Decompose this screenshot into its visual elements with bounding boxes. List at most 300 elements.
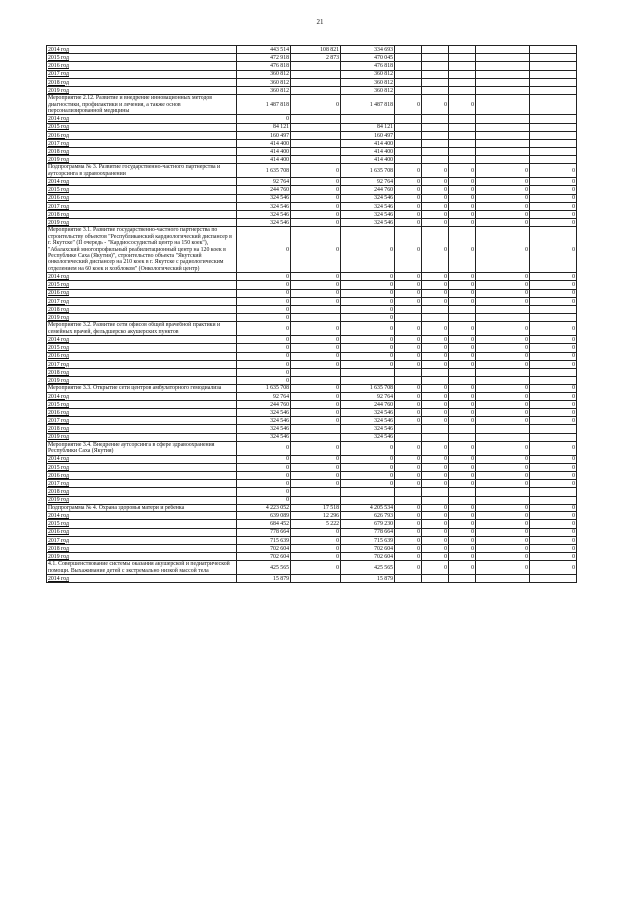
value-cell <box>291 306 341 314</box>
value-cell: 0 <box>395 480 422 488</box>
value-cell <box>422 306 449 314</box>
value-cell: 0 <box>395 297 422 305</box>
value-cell <box>530 115 577 123</box>
value-cell: 0 <box>530 289 577 297</box>
value-cell <box>422 377 449 385</box>
value-cell: 0 <box>476 409 530 417</box>
row-label: 2019 год <box>47 377 237 385</box>
value-cell: 0 <box>422 95 449 115</box>
value-cell: 0 <box>530 536 577 544</box>
value-cell <box>291 148 341 156</box>
row-label: 2014 год <box>47 115 237 123</box>
value-cell <box>422 70 449 78</box>
row-label: 2015 год <box>47 520 237 528</box>
value-cell: 0 <box>291 164 341 178</box>
value-cell: 0 <box>291 227 341 273</box>
value-cell: 0 <box>449 227 476 273</box>
value-cell: 0 <box>422 528 449 536</box>
value-cell: 84 121 <box>341 123 395 131</box>
value-cell: 0 <box>395 281 422 289</box>
value-cell: 360 812 <box>237 86 291 94</box>
year-row <box>47 512 577 520</box>
row-label: Подпрограмма № 3. Развитие государственно-частного партнерства и аутсорсинга в здравоохранении <box>47 164 237 178</box>
year-row <box>47 360 577 368</box>
year-row <box>47 54 577 62</box>
year-row <box>47 352 577 360</box>
value-cell: 324 546 <box>341 425 395 433</box>
value-cell: 244 760 <box>341 400 395 408</box>
value-cell: 0 <box>530 561 577 575</box>
value-cell: 0 <box>422 512 449 520</box>
value-cell: 324 546 <box>237 417 291 425</box>
value-cell: 5 222 <box>291 520 341 528</box>
value-cell <box>449 148 476 156</box>
row-label: 2015 год <box>47 186 237 194</box>
page-number: 21 <box>316 18 324 26</box>
value-cell: 0 <box>291 441 341 455</box>
value-cell: 0 <box>237 463 291 471</box>
value-cell: 0 <box>395 194 422 202</box>
value-cell: 0 <box>291 536 341 544</box>
year-row <box>47 46 577 54</box>
value-cell: 0 <box>476 186 530 194</box>
value-cell <box>422 123 449 131</box>
value-cell: 0 <box>422 472 449 480</box>
value-cell: 0 <box>476 504 530 511</box>
value-cell <box>530 139 577 147</box>
value-cell <box>291 433 341 441</box>
value-cell <box>449 131 476 139</box>
value-cell: 0 <box>476 385 530 392</box>
row-label: 2019 год <box>47 314 237 322</box>
row-label: 2016 год <box>47 472 237 480</box>
value-cell: 0 <box>422 322 449 336</box>
year-row <box>47 433 577 441</box>
value-cell: 1 635 708 <box>237 164 291 178</box>
value-cell <box>530 496 577 504</box>
value-cell: 360 812 <box>237 78 291 86</box>
value-cell: 4 223 052 <box>237 504 291 511</box>
value-cell <box>422 575 449 583</box>
value-cell: 92 764 <box>237 178 291 186</box>
row-label: 2017 год <box>47 139 237 147</box>
value-cell: 0 <box>476 553 530 561</box>
value-cell <box>530 131 577 139</box>
value-cell: 0 <box>449 561 476 575</box>
value-cell: 0 <box>530 520 577 528</box>
value-cell: 0 <box>476 417 530 425</box>
value-cell: 0 <box>422 297 449 305</box>
row-label: 2015 год <box>47 400 237 408</box>
value-cell: 324 546 <box>237 433 291 441</box>
value-cell: 0 <box>422 178 449 186</box>
row-label: 2019 год <box>47 156 237 164</box>
value-cell: 324 546 <box>237 409 291 417</box>
value-cell: 0 <box>341 472 395 480</box>
value-cell <box>449 496 476 504</box>
row-label: 2014 год <box>47 273 237 281</box>
value-cell: 0 <box>449 219 476 227</box>
row-label: 2014 год <box>47 336 237 344</box>
row-label: Мероприятие 3.2. Развитие сети офисов общей врачебной практики и семейных врачей, фельдшерско акушерских пунктов <box>47 322 237 336</box>
value-cell <box>530 368 577 376</box>
value-cell: 0 <box>395 360 422 368</box>
value-cell <box>395 433 422 441</box>
value-cell: 470 045 <box>341 54 395 62</box>
row-label: 2015 год <box>47 344 237 352</box>
value-cell: 0 <box>476 164 530 178</box>
year-row <box>47 463 577 471</box>
value-cell: 0 <box>291 400 341 408</box>
value-cell <box>449 139 476 147</box>
value-cell: 0 <box>422 417 449 425</box>
value-cell: 702 604 <box>237 553 291 561</box>
value-cell <box>291 139 341 147</box>
value-cell <box>395 46 422 54</box>
value-cell: 0 <box>291 455 341 463</box>
value-cell: 0 <box>395 409 422 417</box>
value-cell: 0 <box>422 344 449 352</box>
value-cell: 0 <box>237 281 291 289</box>
value-cell: 0 <box>530 392 577 400</box>
value-cell <box>291 156 341 164</box>
value-cell: 0 <box>395 273 422 281</box>
value-cell <box>291 123 341 131</box>
value-cell: 0 <box>341 455 395 463</box>
value-cell <box>530 433 577 441</box>
value-cell: 0 <box>476 536 530 544</box>
value-cell <box>422 86 449 94</box>
value-cell <box>476 575 530 583</box>
value-cell: 0 <box>476 480 530 488</box>
value-cell: 92 764 <box>341 178 395 186</box>
year-row <box>47 336 577 344</box>
year-row <box>47 186 577 194</box>
value-cell: 0 <box>530 352 577 360</box>
value-cell: 414 400 <box>237 156 291 164</box>
value-cell: 0 <box>237 115 291 123</box>
value-cell: 0 <box>395 536 422 544</box>
value-cell: 17 518 <box>291 504 341 511</box>
value-cell: 0 <box>341 480 395 488</box>
value-cell: 324 546 <box>237 425 291 433</box>
value-cell: 0 <box>449 297 476 305</box>
row-label: 2018 год <box>47 211 237 219</box>
value-cell: 324 546 <box>237 211 291 219</box>
value-cell: 0 <box>237 455 291 463</box>
value-cell: 160 497 <box>341 131 395 139</box>
value-cell: 0 <box>530 544 577 552</box>
year-row <box>47 78 577 86</box>
budget-table <box>46 45 577 583</box>
value-cell: 0 <box>291 297 341 305</box>
row-label: 2019 год <box>47 433 237 441</box>
year-row <box>47 488 577 496</box>
value-cell: 0 <box>476 273 530 281</box>
value-cell: 0 <box>449 385 476 392</box>
value-cell <box>449 488 476 496</box>
value-cell <box>395 131 422 139</box>
value-cell: 0 <box>291 344 341 352</box>
row-label: 2018 год <box>47 148 237 156</box>
value-cell: 0 <box>530 504 577 511</box>
value-cell: 0 <box>476 463 530 471</box>
year-row <box>47 115 577 123</box>
value-cell: 0 <box>530 441 577 455</box>
value-cell: 160 497 <box>237 131 291 139</box>
value-cell: 679 230 <box>341 520 395 528</box>
value-cell: 0 <box>476 544 530 552</box>
value-cell: 476 818 <box>341 62 395 70</box>
value-cell: 244 760 <box>237 400 291 408</box>
row-label: 2015 год <box>47 463 237 471</box>
value-cell <box>422 314 449 322</box>
value-cell: 324 546 <box>341 194 395 202</box>
value-cell: 0 <box>530 281 577 289</box>
value-cell <box>476 488 530 496</box>
value-cell: 0 <box>422 409 449 417</box>
year-row <box>47 86 577 94</box>
value-cell: 0 <box>291 219 341 227</box>
value-cell: 0 <box>341 281 395 289</box>
value-cell <box>530 425 577 433</box>
value-cell: 0 <box>237 472 291 480</box>
value-cell: 0 <box>530 553 577 561</box>
row-label: 2017 год <box>47 202 237 210</box>
year-row <box>47 472 577 480</box>
value-cell: 0 <box>395 227 422 273</box>
year-row <box>47 425 577 433</box>
value-cell: 0 <box>530 186 577 194</box>
year-row <box>47 496 577 504</box>
value-cell: 0 <box>530 322 577 336</box>
value-cell: 360 812 <box>237 70 291 78</box>
value-cell: 0 <box>422 227 449 273</box>
value-cell: 0 <box>291 463 341 471</box>
value-cell: 0 <box>476 512 530 520</box>
value-cell: 108 821 <box>291 46 341 54</box>
value-cell <box>291 86 341 94</box>
value-cell: 0 <box>422 211 449 219</box>
value-cell: 0 <box>341 344 395 352</box>
row-label: 2016 год <box>47 194 237 202</box>
value-cell: 0 <box>449 520 476 528</box>
value-cell: 0 <box>291 336 341 344</box>
value-cell <box>395 70 422 78</box>
value-cell <box>530 123 577 131</box>
value-cell: 0 <box>476 455 530 463</box>
value-cell <box>395 377 422 385</box>
value-cell <box>395 368 422 376</box>
value-cell: 0 <box>449 512 476 520</box>
value-cell <box>291 78 341 86</box>
value-cell: 0 <box>395 186 422 194</box>
value-cell <box>422 131 449 139</box>
value-cell: 0 <box>530 273 577 281</box>
value-cell: 0 <box>476 352 530 360</box>
value-cell <box>476 425 530 433</box>
value-cell: 0 <box>530 227 577 273</box>
value-cell <box>422 139 449 147</box>
value-cell: 0 <box>530 336 577 344</box>
year-row <box>47 289 577 297</box>
value-cell: 0 <box>449 463 476 471</box>
value-cell: 476 818 <box>237 62 291 70</box>
value-cell <box>530 488 577 496</box>
value-cell <box>476 148 530 156</box>
value-cell: 334 693 <box>341 46 395 54</box>
value-cell: 626 793 <box>341 512 395 520</box>
value-cell: 0 <box>395 400 422 408</box>
value-cell <box>291 115 341 123</box>
year-row <box>47 123 577 131</box>
year-row <box>47 536 577 544</box>
value-cell: 0 <box>449 441 476 455</box>
value-cell: 0 <box>530 455 577 463</box>
row-label: Мероприятие 2.12. Развитие и внедрение инновационных методов диагностики, профилактики и лечения, а также основ персонализированной медицины <box>47 95 237 115</box>
value-cell: 0 <box>476 178 530 186</box>
year-row <box>47 148 577 156</box>
row-label: 2014 год <box>47 512 237 520</box>
value-cell: 0 <box>476 202 530 210</box>
value-cell: 0 <box>449 194 476 202</box>
value-cell: 0 <box>395 544 422 552</box>
value-cell: 0 <box>395 553 422 561</box>
value-cell: 15 879 <box>341 575 395 583</box>
value-cell: 0 <box>449 360 476 368</box>
value-cell <box>530 70 577 78</box>
value-cell: 0 <box>422 463 449 471</box>
value-cell: 0 <box>395 164 422 178</box>
value-cell: 0 <box>476 219 530 227</box>
value-cell <box>449 314 476 322</box>
value-cell: 0 <box>291 409 341 417</box>
value-cell <box>449 78 476 86</box>
value-cell: 0 <box>422 504 449 511</box>
value-cell: 0 <box>395 95 422 115</box>
value-cell: 0 <box>395 417 422 425</box>
value-cell: 1 487 818 <box>237 95 291 115</box>
value-cell: 15 879 <box>237 575 291 583</box>
value-cell: 1 635 708 <box>237 385 291 392</box>
year-row <box>47 70 577 78</box>
value-cell <box>476 54 530 62</box>
value-cell <box>530 78 577 86</box>
value-cell <box>341 368 395 376</box>
value-cell: 0 <box>476 360 530 368</box>
row-label: 2019 год <box>47 86 237 94</box>
value-cell <box>449 70 476 78</box>
value-cell: 0 <box>291 392 341 400</box>
year-row <box>47 139 577 147</box>
value-cell <box>476 377 530 385</box>
value-cell: 1 487 818 <box>341 95 395 115</box>
value-cell <box>476 123 530 131</box>
value-cell <box>449 123 476 131</box>
value-cell <box>422 54 449 62</box>
value-cell <box>449 433 476 441</box>
value-cell: 0 <box>449 417 476 425</box>
value-cell: 0 <box>395 352 422 360</box>
value-cell: 715 639 <box>237 536 291 544</box>
program-row <box>47 441 577 455</box>
value-cell: 0 <box>530 528 577 536</box>
value-cell <box>530 86 577 94</box>
value-cell <box>422 425 449 433</box>
value-cell <box>422 62 449 70</box>
value-cell <box>395 496 422 504</box>
year-row <box>47 156 577 164</box>
value-cell: 324 546 <box>341 433 395 441</box>
value-cell: 0 <box>476 472 530 480</box>
value-cell <box>291 575 341 583</box>
value-cell <box>530 306 577 314</box>
year-row <box>47 528 577 536</box>
row-label: 2017 год <box>47 536 237 544</box>
row-label: 2017 год <box>47 70 237 78</box>
value-cell: 0 <box>291 95 341 115</box>
value-cell: 0 <box>476 400 530 408</box>
value-cell: 0 <box>422 273 449 281</box>
value-cell: 0 <box>291 352 341 360</box>
year-row <box>47 544 577 552</box>
value-cell: 0 <box>395 561 422 575</box>
value-cell: 0 <box>395 463 422 471</box>
value-cell: 0 <box>422 352 449 360</box>
value-cell: 0 <box>449 392 476 400</box>
value-cell <box>476 131 530 139</box>
value-cell: 12 296 <box>291 512 341 520</box>
value-cell: 0 <box>291 273 341 281</box>
value-cell: 324 546 <box>341 202 395 210</box>
value-cell: 0 <box>291 289 341 297</box>
value-cell: 0 <box>422 360 449 368</box>
value-cell <box>395 314 422 322</box>
value-cell: 360 812 <box>341 78 395 86</box>
value-cell: 92 764 <box>341 392 395 400</box>
value-cell: 0 <box>237 227 291 273</box>
value-cell: 324 546 <box>237 202 291 210</box>
value-cell <box>395 306 422 314</box>
row-label: 2017 год <box>47 297 237 305</box>
value-cell: 0 <box>476 227 530 273</box>
value-cell: 0 <box>395 528 422 536</box>
value-cell <box>395 86 422 94</box>
value-cell: 0 <box>422 553 449 561</box>
value-cell: 0 <box>422 281 449 289</box>
value-cell <box>341 488 395 496</box>
value-cell: 0 <box>341 322 395 336</box>
value-cell <box>530 148 577 156</box>
value-cell: 0 <box>530 480 577 488</box>
value-cell <box>395 425 422 433</box>
year-row <box>47 62 577 70</box>
value-cell: 0 <box>449 536 476 544</box>
row-label: 2018 год <box>47 78 237 86</box>
value-cell <box>449 377 476 385</box>
value-cell: 360 812 <box>341 70 395 78</box>
value-cell: 0 <box>237 273 291 281</box>
row-label: 2016 год <box>47 62 237 70</box>
value-cell: 0 <box>422 480 449 488</box>
value-cell: 0 <box>449 178 476 186</box>
value-cell: 0 <box>476 322 530 336</box>
value-cell: 0 <box>291 178 341 186</box>
value-cell: 0 <box>449 352 476 360</box>
value-cell: 0 <box>341 463 395 471</box>
value-cell: 414 400 <box>237 148 291 156</box>
value-cell: 0 <box>291 528 341 536</box>
